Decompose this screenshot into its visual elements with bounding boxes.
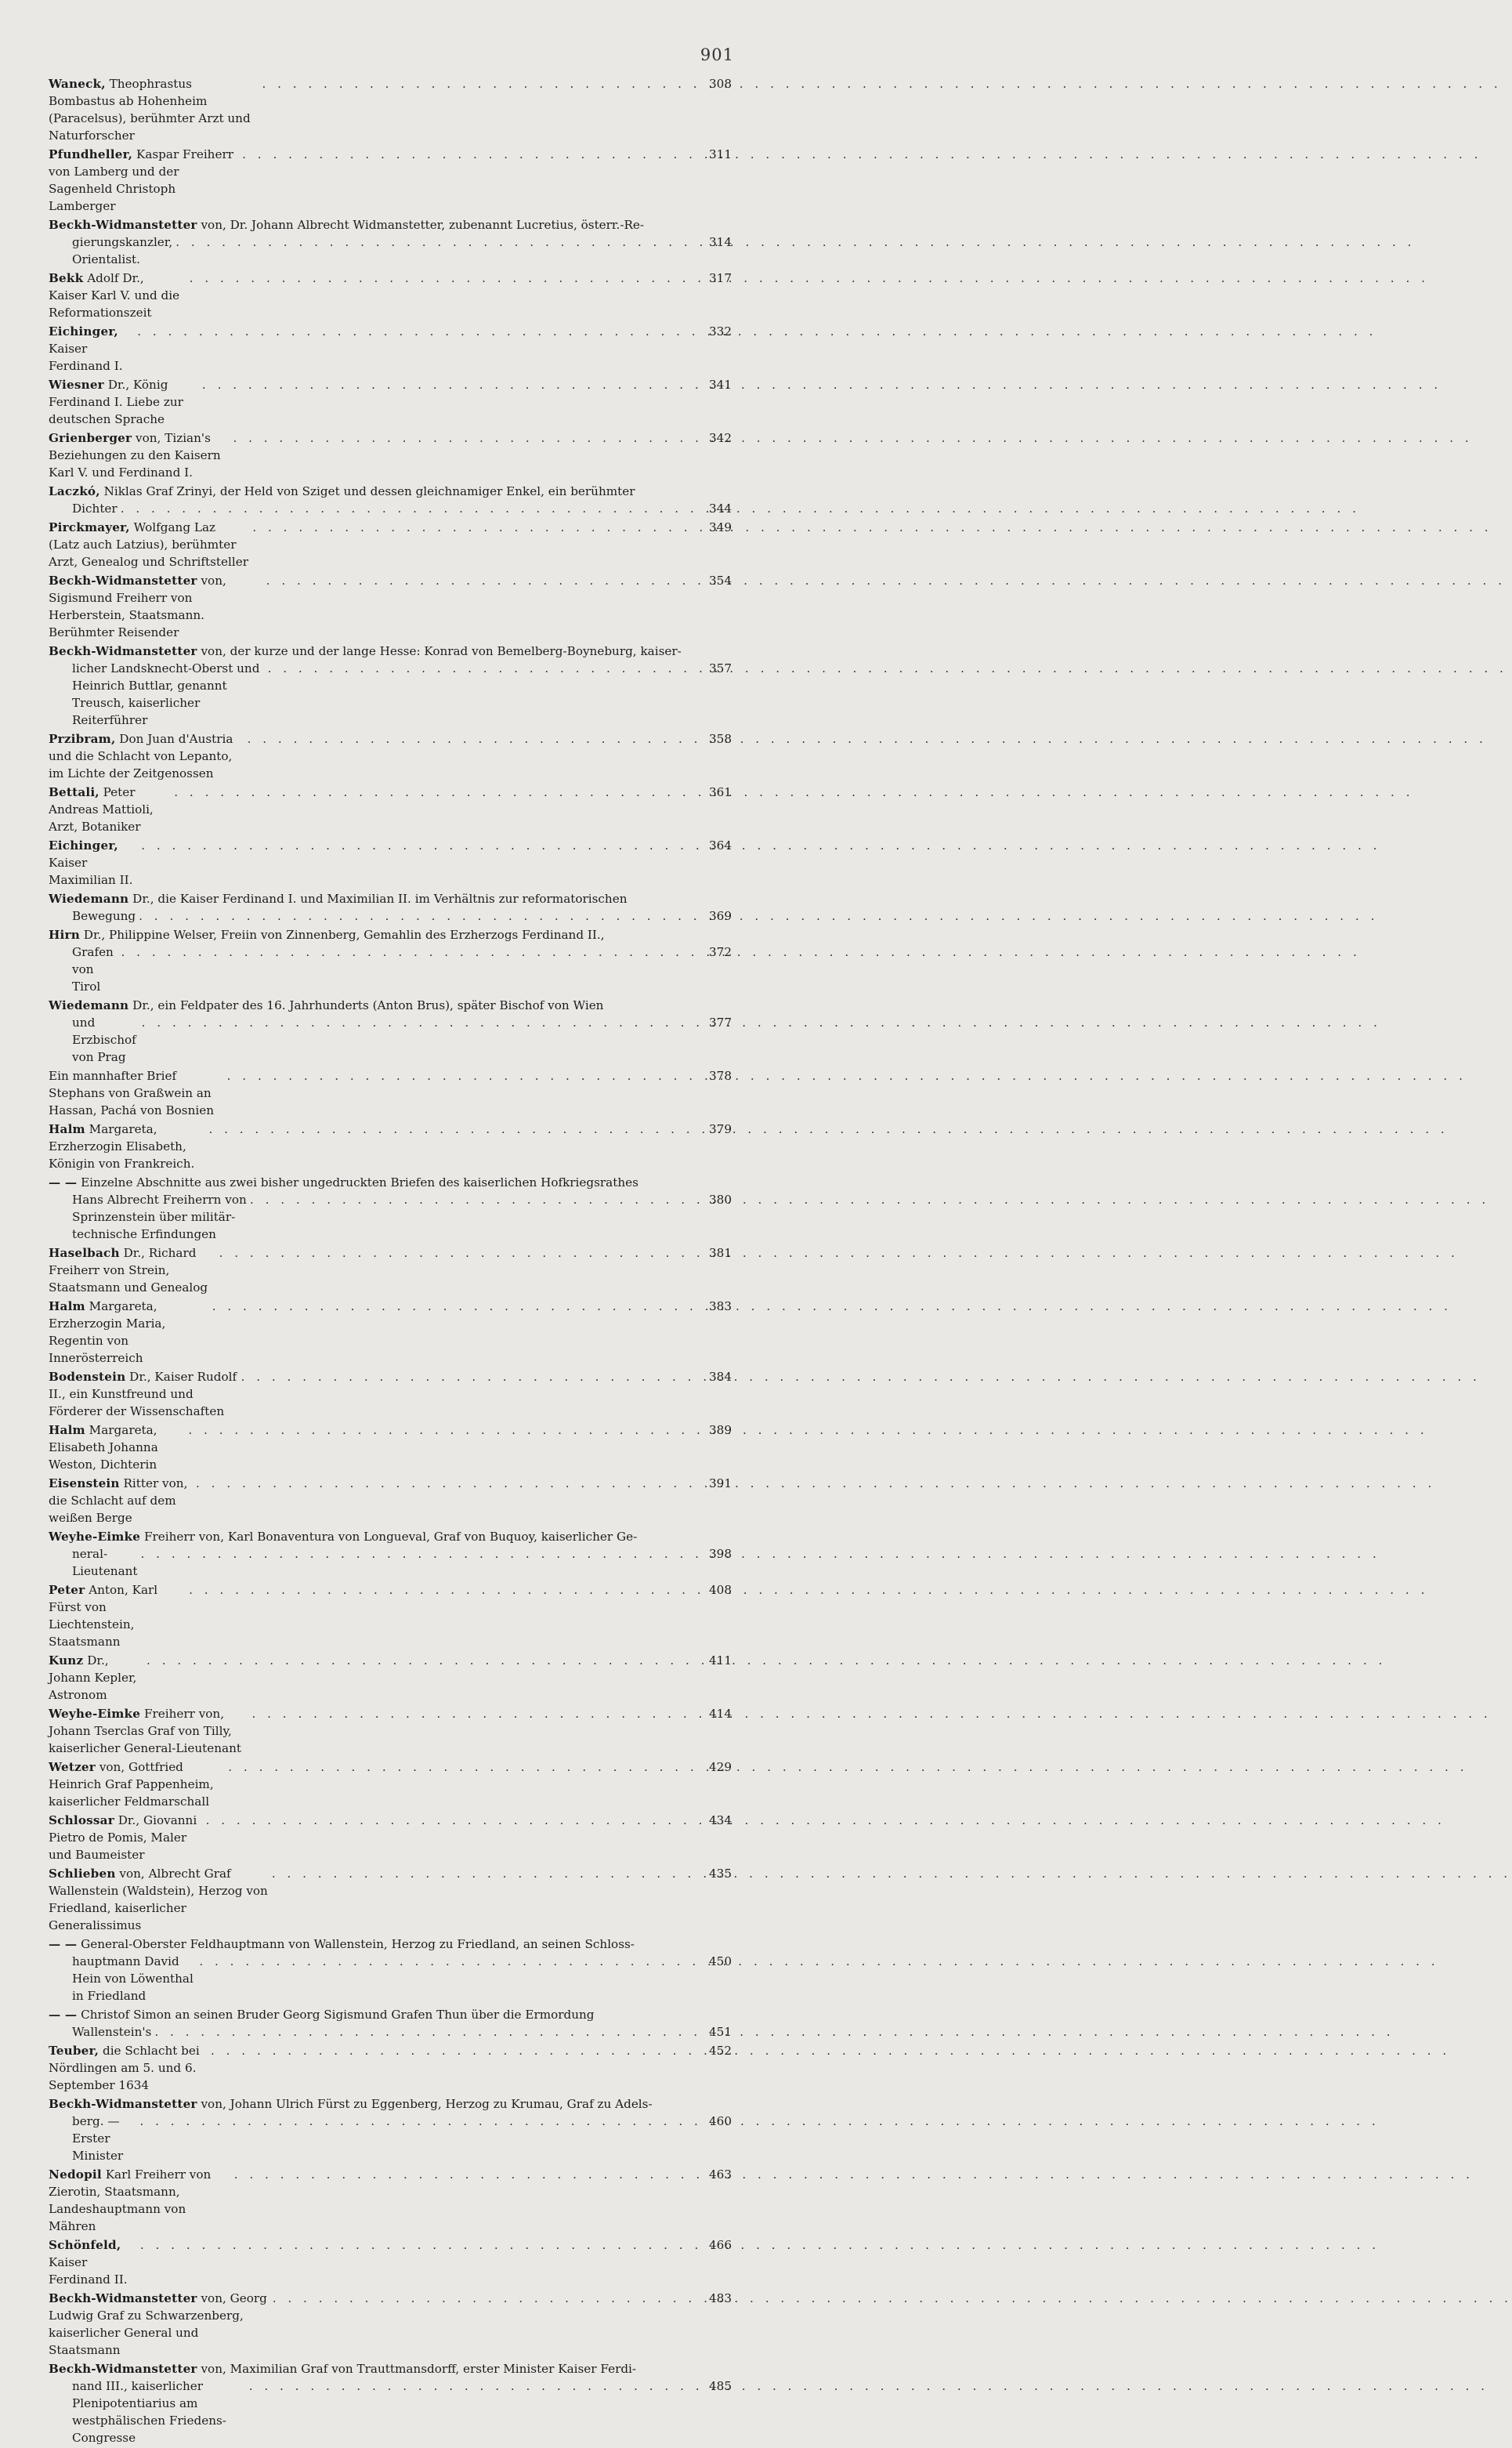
entry-author: Laczkó, <box>49 484 100 498</box>
entry-first-line <box>49 926 732 943</box>
dot-leader <box>142 1014 696 1031</box>
entry-continuation-line <box>49 660 732 729</box>
entry-author: Beckh-Widmanstetter <box>49 644 197 658</box>
toc-entry <box>49 146 732 215</box>
entry-continuation-line <box>49 1953 732 2004</box>
entry-continuation-line <box>49 500 732 517</box>
entry-first-line <box>49 837 732 889</box>
dot-leader <box>233 429 696 447</box>
dot-leader <box>228 1758 696 1776</box>
entry-first-line <box>49 1368 732 1420</box>
entry-title: von, Albrecht Graf Wallenstein (Waldstein), Herzog von Friedland, kaiserlicher Generalissimus <box>49 1867 268 1932</box>
dot-leader <box>139 907 696 925</box>
entry-first-line <box>49 784 732 835</box>
entry-title: neral-Lieutenant <box>72 1547 138 1578</box>
entry-first-line <box>49 1652 732 1704</box>
toc-entry <box>49 1421 732 1473</box>
entry-title: von, Dr. Johann Albrecht Widmanstetter, zubenannt Lucretius, österr.-Re- <box>201 218 645 232</box>
entry-title: und Erzbischof von Prag <box>72 1016 136 1064</box>
entry-first-line <box>49 1528 732 1545</box>
entry-page-number: 381 <box>709 1246 732 1260</box>
entry-author: Bekk <box>49 271 84 285</box>
entry-page-number: 411 <box>709 1653 732 1668</box>
entry-page-number: 361 <box>708 785 732 799</box>
toc-entry <box>49 2166 732 2235</box>
entry-author: Wiesner <box>49 378 104 392</box>
dot-leader <box>137 323 696 340</box>
toc-entry <box>49 1244 732 1296</box>
toc-entry <box>49 429 732 481</box>
toc-entry <box>49 1581 732 1650</box>
dot-leader <box>175 234 696 251</box>
toc-entry <box>49 75 732 144</box>
entry-title: Hans Albrecht Freiherrn von Sprinzenstein über militär-technische Erfindungen <box>72 1193 247 1241</box>
entry-author: Hirn <box>49 928 80 942</box>
entry-continuation-line <box>49 1014 732 1066</box>
dot-leader <box>266 572 696 589</box>
entry-page-number: 434 <box>709 1813 732 1827</box>
dot-leader <box>199 1953 696 1970</box>
entry-first-line <box>49 146 732 215</box>
entry-author: Beckh-Widmanstetter <box>49 574 197 588</box>
entry-title: Dr., Johann Kepler, Astronom <box>49 1653 137 1702</box>
dot-leader <box>141 837 696 854</box>
toc-entry <box>49 323 732 375</box>
entry-first-line <box>49 1581 732 1650</box>
dot-leader <box>248 730 696 748</box>
entry-title: Don Juan d'Austria und die Schlacht von Lepanto, im Lichte der Zeitgenossen <box>49 732 233 780</box>
entry-title: Kaiser Ferdinand II. <box>49 2255 128 2287</box>
entry-author: Przibram, <box>49 732 116 746</box>
entry-author: — — <box>49 2008 78 2022</box>
entry-title: von, Georg Ludwig Graf zu Schwarzenberg, kaiserlicher General und Staatsmann <box>49 2291 267 2357</box>
table-of-contents <box>49 75 732 2448</box>
entry-page-number: 349 <box>709 520 732 534</box>
toc-entry <box>49 890 732 925</box>
entry-title: von, der kurze und der lange Hesse: Konrad von Bemelberg-Boyneburg, kaiser- <box>201 644 682 658</box>
entry-first-line <box>49 2360 732 2377</box>
entry-title: Theophrastus Bombastus ab Hohenheim (Paracelsus), berühmter Arzt und Naturforscher <box>49 77 251 143</box>
entry-author: Beckh-Widmanstetter <box>49 2291 197 2305</box>
entry-page-number: 344 <box>709 502 732 516</box>
toc-entry <box>49 2006 732 2041</box>
toc-entry <box>49 2360 732 2446</box>
entry-first-line <box>49 2290 732 2359</box>
entry-author: Grienberger <box>49 431 132 445</box>
entry-author: Weyhe-Eimke <box>49 1707 141 1721</box>
entry-title: von, Sigismund Freiherr von Herberstein, Staatsmann. Berühmter Reisender <box>49 574 226 639</box>
entry-page-number: 342 <box>709 431 732 445</box>
dot-leader <box>242 146 696 163</box>
entry-continuation-line <box>49 1191 732 1243</box>
dot-leader <box>262 75 696 92</box>
entry-title: Dr., die Kaiser Ferdinand I. und Maximilian II. im Verhältnis zur reformatorischen <box>132 892 628 906</box>
entry-title: berg. — Erster Minister <box>72 2114 124 2163</box>
dot-leader <box>208 1121 696 1138</box>
entry-title: Kaiser Ferdinand I. <box>49 342 123 373</box>
entry-first-line <box>49 75 732 144</box>
entry-author: Beckh-Widmanstetter <box>49 2362 197 2376</box>
entry-title: Freiherr von, Karl Bonaventura von Longueval, Graf von Buquoy, kaiserlicher Ge- <box>143 1530 638 1544</box>
toc-entry <box>49 270 732 321</box>
entry-first-line <box>49 429 732 481</box>
entry-first-line <box>49 1812 732 1863</box>
dot-leader <box>211 2042 696 2059</box>
entry-page-number: 358 <box>709 732 732 746</box>
toc-entry <box>49 926 732 995</box>
dot-leader <box>202 376 696 393</box>
entry-continuation-line <box>49 2377 732 2446</box>
entry-title: Dr., Philippine Welser, Freiin von Zinnenberg, Gemahlin des Erzherzogs Ferdinand II., <box>83 928 605 942</box>
entry-first-line <box>49 1936 732 1953</box>
entry-first-line <box>49 1174 732 1191</box>
entry-author: Halm <box>49 1423 85 1437</box>
entry-title: gierungskanzler, Orientalist. <box>72 235 173 266</box>
entry-page-number: 391 <box>709 1476 732 1490</box>
entry-author: Weyhe-Eimke <box>49 1530 141 1544</box>
toc-entry <box>49 1067 732 1119</box>
toc-entry <box>49 1652 732 1704</box>
dot-leader <box>121 943 696 961</box>
entry-title: von, Tizian's Beziehungen zu den Kaisern Karl V. und Ferdinand I. <box>49 431 221 480</box>
entry-page-number: 435 <box>709 1867 732 1881</box>
dot-leader <box>190 270 696 287</box>
entry-page-number: 314 <box>709 235 732 249</box>
entry-title: Bewegung <box>72 909 136 923</box>
entry-title: Dr., Giovanni Pietro de Pomis, Maler und Baumeister <box>49 1813 197 1862</box>
entry-author: Nedopil <box>49 2167 102 2182</box>
entry-first-line <box>49 2166 732 2235</box>
entry-page-number: 398 <box>709 1547 732 1561</box>
entry-page-number: 389 <box>709 1423 732 1437</box>
dot-leader <box>227 1067 696 1085</box>
entry-page-number: 383 <box>709 1299 732 1313</box>
entry-page-number: 408 <box>709 1583 732 1597</box>
toc-entry <box>49 1758 732 1810</box>
entry-title: Dr., König Ferdinand I. Liebe zur deutschen Sprache <box>49 378 183 426</box>
entry-author: Bettali, <box>49 785 99 799</box>
entry-first-line <box>49 572 732 641</box>
dot-leader <box>234 2166 696 2183</box>
dot-leader <box>219 1244 696 1262</box>
entry-author: Beckh-Widmanstetter <box>49 2097 197 2111</box>
entry-page-number: 308 <box>709 77 732 91</box>
entry-title: Christof Simon an seinen Bruder Georg Sigismund Grafen Thun über die Ermordung <box>81 2008 595 2022</box>
toc-entry <box>49 2236 732 2288</box>
entry-author: Wiedemann <box>49 892 129 906</box>
entry-author: Waneck, <box>49 77 106 91</box>
dot-leader <box>139 2113 696 2130</box>
dot-leader <box>121 500 696 517</box>
entry-author: Wetzer <box>49 1760 96 1774</box>
dot-leader <box>241 1368 696 1385</box>
dot-leader <box>154 2023 696 2041</box>
entry-page-number: 311 <box>709 147 732 161</box>
entry-author: Eisenstein <box>49 1476 120 1490</box>
entry-page-number: 451 <box>709 2025 732 2039</box>
entry-title: licher Landsknecht-Oberst und Heinrich Buttlar, genannt Treusch, kaiserlicher Reiterführer <box>72 661 260 727</box>
entry-title: Dr., Richard Freiherr von Strein, Staatsmann und Genealog <box>49 1246 208 1295</box>
entry-author: Schlieben <box>49 1867 116 1881</box>
entry-page-number: 354 <box>709 574 732 588</box>
entry-first-line <box>49 323 732 375</box>
dot-leader <box>146 1652 696 1669</box>
toc-entry <box>49 1121 732 1172</box>
toc-entry <box>49 643 732 729</box>
entry-title: Freiherr von, Johann Tserclas Graf von Tilly, kaiserlicher General-Lieutenant <box>49 1707 241 1755</box>
dot-leader <box>206 1812 696 1829</box>
toc-entry <box>49 1368 732 1420</box>
entry-title: Anton, Karl Fürst von Liechtenstein, Staatsmann <box>49 1583 158 1649</box>
entry-author: Pirckmayer, <box>49 520 130 534</box>
entry-first-line <box>49 519 732 570</box>
toc-entry <box>49 519 732 570</box>
toc-entry <box>49 2290 732 2359</box>
entry-first-line <box>49 1244 732 1296</box>
dot-leader <box>251 1705 696 1722</box>
toc-entry <box>49 730 732 782</box>
dot-leader <box>141 1545 696 1563</box>
entry-author: Pfundheller, <box>49 147 133 161</box>
entry-continuation-line <box>49 2023 732 2041</box>
entry-title: Kaspar Freiherr von Lamberg und der Sagenheld Christoph Lamberger <box>49 147 233 213</box>
entry-title: von, Johann Ulrich Fürst zu Eggenberg, Herzog zu Krumau, Graf zu Adels- <box>201 2097 653 2111</box>
dot-leader <box>252 519 696 536</box>
entry-first-line <box>49 643 732 660</box>
entry-title: Niklas Graf Zrinyi, der Held von Sziget und dessen gleichnamiger Enkel, ein berühmter <box>103 484 635 498</box>
entry-continuation-line <box>49 1545 732 1580</box>
entry-title: die Schlacht bei Nördlingen am 5. und 6. September 1634 <box>49 2044 200 2092</box>
entry-author: Halm <box>49 1122 85 1136</box>
entry-title: Dr., ein Feldpater des 16. Jahrhunderts (Anton Brus), später Bischof von Wien <box>132 998 604 1012</box>
entry-title: Wolfgang Laz (Latz auch Latzius), berühmter Arzt, Genealog und Schriftsteller <box>49 520 248 569</box>
toc-entry <box>49 1936 732 2004</box>
dot-leader <box>140 2236 696 2254</box>
entry-title: Wallenstein's <box>72 2025 152 2039</box>
entry-title: nand III., kaiserlicher Plenipotentiarius am westphälischen Friedens-Congresse <box>72 2379 226 2445</box>
entry-page-number: 364 <box>709 838 732 853</box>
entry-page-number: 466 <box>709 2238 732 2252</box>
entry-page-number: 332 <box>709 324 732 339</box>
entry-author: — — <box>49 1175 78 1190</box>
entry-first-line <box>49 2236 732 2288</box>
entry-author: Teuber, <box>49 2044 99 2058</box>
entry-first-line <box>49 997 732 1014</box>
entry-page-number: 378 <box>709 1069 732 1083</box>
entry-author: — — <box>49 1937 78 1951</box>
entry-page-number: 450 <box>709 1954 732 1968</box>
entry-title: von, Gottfried Heinrich Graf Pappenheim, kaiserlicher Feldmarschall <box>49 1760 214 1809</box>
entry-first-line <box>49 216 732 234</box>
entry-first-line <box>49 1475 732 1526</box>
toc-entry <box>49 1475 732 1526</box>
toc-entry <box>49 1865 732 1934</box>
toc-entry <box>49 1298 732 1367</box>
entry-title: Grafen von Tirol <box>72 945 114 994</box>
dot-leader <box>188 1421 696 1439</box>
entry-author: Eichinger, <box>49 838 118 853</box>
toc-entry <box>49 572 732 641</box>
toc-entry <box>49 2042 732 2094</box>
entry-first-line <box>49 1421 732 1473</box>
entry-author: Haselbach <box>49 1246 120 1260</box>
entry-first-line <box>49 1758 732 1810</box>
entry-author: Eichinger, <box>49 324 118 339</box>
entry-page-number: 341 <box>709 378 732 392</box>
entry-title: hauptmann David Hein von Löwenthal in Friedland <box>72 1954 194 2003</box>
toc-entry <box>49 1174 732 1243</box>
entry-first-line <box>49 1121 732 1172</box>
entry-page-number: 372 <box>709 945 732 959</box>
entry-page-number: 483 <box>709 2291 732 2305</box>
entry-first-line <box>49 890 732 907</box>
entry-title: Kaiser Maximilian II. <box>49 856 133 887</box>
entry-first-line <box>49 1865 732 1934</box>
entry-page-number: 414 <box>709 1707 732 1721</box>
entry-page-number: 384 <box>709 1370 732 1384</box>
entry-first-line <box>49 1298 732 1367</box>
entry-first-line <box>49 1705 732 1757</box>
entry-continuation-line <box>49 907 732 925</box>
entry-first-line <box>49 376 732 428</box>
entry-page-number: 485 <box>709 2379 732 2393</box>
dot-leader <box>189 1581 696 1599</box>
entry-first-line <box>49 730 732 782</box>
entry-page-number: 380 <box>709 1193 732 1207</box>
entry-first-line <box>49 1067 732 1119</box>
entry-author: Wiedemann <box>49 998 129 1012</box>
entry-page-number: 317 <box>709 271 732 285</box>
page-number: 901 <box>700 45 734 64</box>
entry-title: Dr., Kaiser Rudolf II., ein Kunstfreund und Förderer der Wissenschaften <box>49 1370 237 1418</box>
entry-page-number: 369 <box>709 909 732 923</box>
entry-page-number: 463 <box>709 2167 732 2182</box>
entry-title: Margareta, Elisabeth Johanna Weston, Dichterin <box>49 1423 158 1472</box>
entry-author: Beckh-Widmanstetter <box>49 218 197 232</box>
entry-title: Margareta, Erzherzogin Elisabeth, Königin von Frankreich. <box>49 1122 195 1171</box>
dot-leader <box>250 1191 696 1208</box>
toc-entry <box>49 1528 732 1580</box>
entry-continuation-line <box>49 234 732 268</box>
entry-title: General-Oberster Feldhauptmann von Wallenstein, Herzog zu Friedland, an seinen Schloss- <box>81 1937 635 1951</box>
entry-page-number: 452 <box>709 2044 732 2058</box>
entry-author: Schönfeld, <box>49 2238 121 2252</box>
entry-first-line <box>49 2006 732 2023</box>
dot-leader <box>272 1865 696 1882</box>
dot-leader <box>273 2290 696 2307</box>
entry-first-line <box>49 2042 732 2094</box>
entry-continuation-line <box>49 2113 732 2164</box>
toc-entry <box>49 1705 732 1757</box>
dot-leader <box>212 1298 696 1315</box>
entry-title: Margareta, Erzherzogin Maria, Regentin von Innerösterreich <box>49 1299 166 1365</box>
entry-page-number: 377 <box>709 1016 732 1030</box>
entry-title: Ein mannhafter Brief Stephans von Graßwein an Hassan, Pachá von Bosnien <box>49 1069 214 1117</box>
dot-leader <box>249 2377 696 2395</box>
entry-author: Schlossar <box>49 1813 114 1827</box>
entry-page-number: 379 <box>709 1122 732 1136</box>
entry-title: Dichter <box>72 502 118 516</box>
entry-page-number: 357 <box>709 661 732 675</box>
entry-title: Ritter von, die Schlacht auf dem weißen Berge <box>49 1476 188 1525</box>
entry-title: Einzelne Abschnitte aus zwei bisher ungedruckten Briefen des kaiserlichen Hofkriegsrathes <box>81 1175 638 1190</box>
entry-page-number: 429 <box>709 1760 732 1774</box>
entry-first-line <box>49 270 732 321</box>
entry-title: Peter Andreas Mattioli, Arzt, Botaniker <box>49 785 154 834</box>
toc-entry <box>49 2095 732 2164</box>
entry-author: Peter <box>49 1583 85 1597</box>
entry-continuation-line <box>49 943 732 995</box>
toc-entry <box>49 483 732 517</box>
toc-entry <box>49 784 732 835</box>
entry-first-line <box>49 2095 732 2113</box>
toc-entry <box>49 1812 732 1863</box>
entry-first-line <box>49 483 732 500</box>
entry-author: Halm <box>49 1299 85 1313</box>
entry-page-number: 460 <box>709 2114 732 2128</box>
toc-entry <box>49 997 732 1066</box>
toc-entry <box>49 216 732 268</box>
dot-leader <box>174 784 696 801</box>
dot-leader <box>196 1475 696 1492</box>
entry-title: Karl Freiherr von Zierotin, Staatsmann, Landeshauptmann von Mähren <box>49 2167 212 2233</box>
entry-author: Kunz <box>49 1653 84 1668</box>
entry-title: Adolf Dr., Kaiser Karl V. und die Reformationszeit <box>49 271 180 320</box>
toc-entry <box>49 837 732 889</box>
entry-title: von, Maximilian Graf von Trauttmansdorff, erster Minister Kaiser Ferdi- <box>201 2362 637 2376</box>
entry-author: Bodenstein <box>49 1370 126 1384</box>
toc-entry <box>49 376 732 428</box>
dot-leader <box>268 660 696 677</box>
